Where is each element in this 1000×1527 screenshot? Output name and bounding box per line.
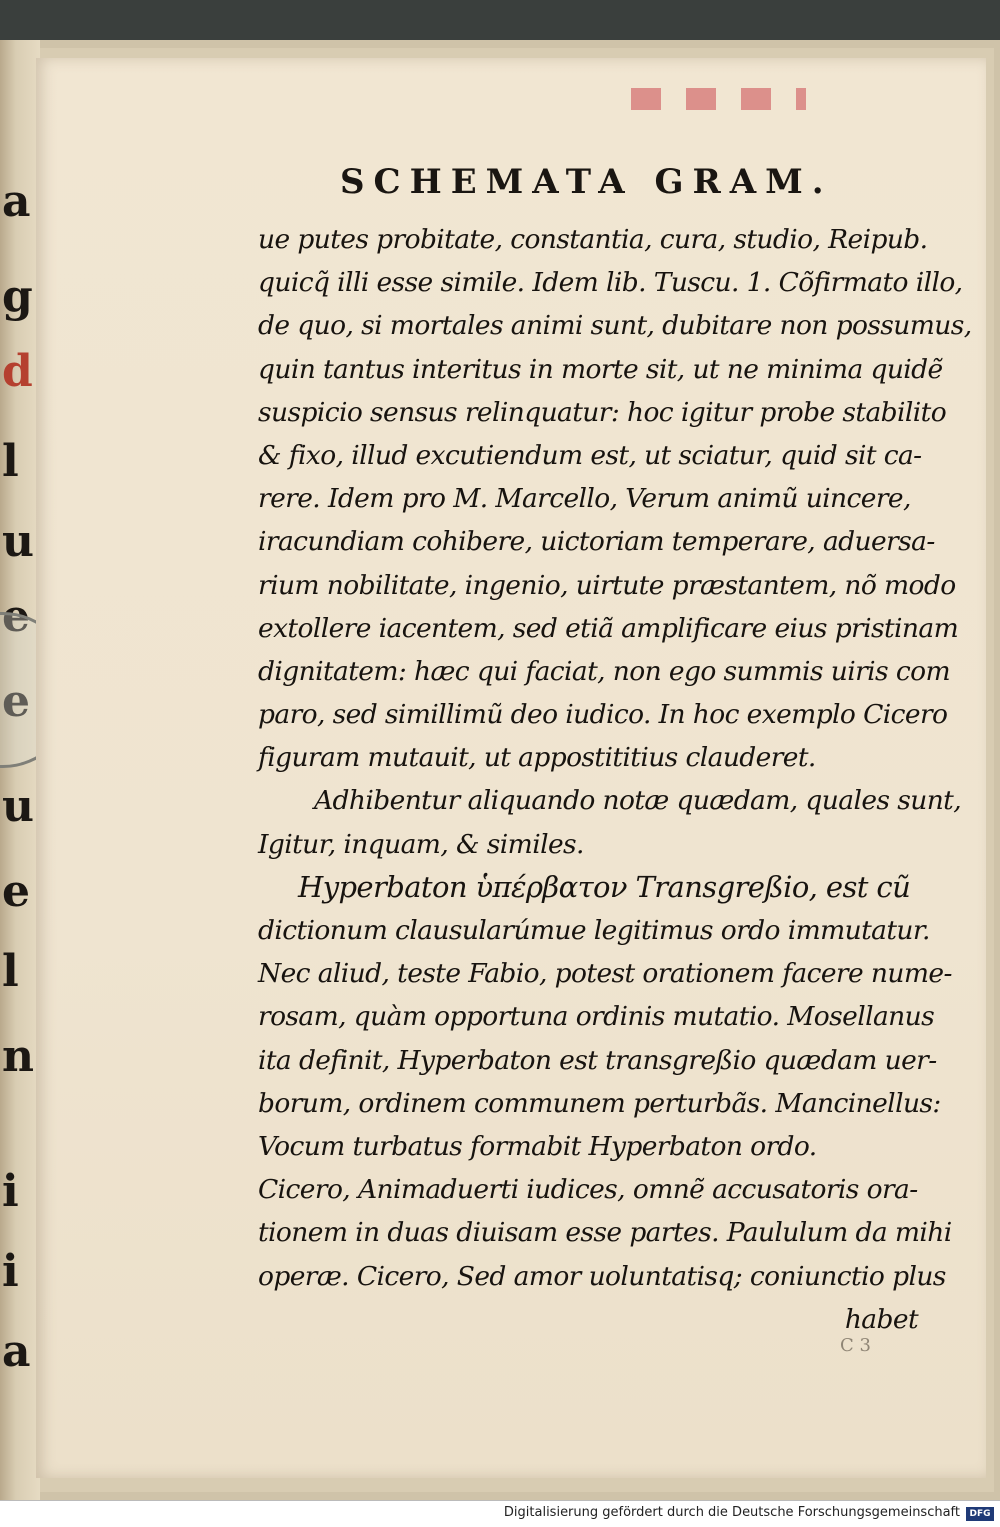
letter-fragment: e xyxy=(2,676,30,727)
text-line: borum, ordinem communem perturbãs. Mancinellus: xyxy=(258,1087,941,1119)
text-line: paro, sed simillimũ deo iudico. In hoc exemplo Cicero xyxy=(258,699,948,731)
letter-fragment: a xyxy=(2,176,31,227)
text-line: rium nobilitate, ingenio, uirtute præstantem, nõ modo xyxy=(258,569,956,601)
text-line: de quo, si mortales animi sunt, dubitare non possumus, xyxy=(258,310,972,342)
previous-page-edge xyxy=(0,40,40,1500)
letter-fragment: e xyxy=(2,591,30,642)
section-heading-line: Hyperbaton ὑπέρβατον Transgreßio, est cũ xyxy=(298,869,911,904)
red-stamp-mark xyxy=(631,88,806,110)
text-line: dictionum clausularúmue legitimus ordo immutatur. xyxy=(258,915,930,946)
dfg-logo: DFG xyxy=(966,1507,994,1521)
text-line: dignitatem: hæc qui faciat, non ego summis uiris com xyxy=(258,655,950,687)
funding-credit: Digitalisierung gefördert durch die Deutsche Forschungsgemeinschaft xyxy=(503,1505,960,1520)
rubric-fragment: d xyxy=(2,346,33,397)
text-line: rere. Idem pro M. Marcello, Verum animũ uincere, xyxy=(258,483,911,515)
text-line: Adhibentur aliquando notæ quædam, quales sunt, xyxy=(314,785,962,817)
text-line: iracundiam cohibere, uictoriam temperare, aduersa- xyxy=(258,526,935,558)
letter-fragment: l xyxy=(2,946,19,997)
letter-fragment: l xyxy=(2,436,19,487)
signature-mark: C 3 xyxy=(840,1335,871,1356)
footer-bar xyxy=(0,1500,1000,1527)
page-body xyxy=(258,218,972,1341)
letter-fragment: g xyxy=(2,271,33,322)
running-title: SCHEMATA GRAM. xyxy=(340,162,833,202)
text-line: operæ. Cicero, Sed amor uoluntatisq; coniunctio plus xyxy=(258,1260,946,1292)
letter-fragment: u xyxy=(2,516,34,567)
catchword: habet xyxy=(844,1303,918,1335)
letter-fragment: n xyxy=(2,1031,34,1082)
letter-fragment: i xyxy=(2,1246,19,1297)
text-line: ita definit, Hyperbaton est transgreßio quædam uer- xyxy=(258,1044,937,1076)
text-line: Cicero, Animaduerti iudices, omnẽ accusatoris ora- xyxy=(258,1174,918,1206)
letter-fragment: e xyxy=(2,866,30,917)
text-line: quicq̃ illi esse simile. Idem lib. Tuscu. 1. Cõfirmato illo, xyxy=(258,267,963,299)
letter-fragment: i xyxy=(2,1166,19,1217)
text-line: Vocum turbatus formabit Hyperbaton ordo. xyxy=(258,1130,817,1162)
text-line: suspicio sensus relinquatur: hoc igitur probe stabilito xyxy=(258,396,947,428)
text-line: extollere iacentem, sed etiã amplificare eius pristinam xyxy=(258,612,959,644)
text-line: Nec aliud, teste Fabio, potest orationem facere nume- xyxy=(258,958,952,990)
text-line: figuram mutauit, ut appostititius clauderet. xyxy=(258,742,816,774)
text-line: quin tantus interitus in morte sit, ut ne minima quidẽ xyxy=(258,353,943,385)
text-line: Igitur, inquam, & similes. xyxy=(258,828,584,860)
text-line: & fixo, illud excutiendum est, ut sciatur, quid sit ca- xyxy=(258,439,922,471)
text-line: tionem in duas diuisam esse partes. Paululum da mihi xyxy=(258,1217,952,1249)
letter-fragment: a xyxy=(2,1326,31,1377)
letter-fragment: u xyxy=(2,781,34,832)
text-line: ue putes probitate, constantia, cura, studio, Reipub. xyxy=(258,224,928,255)
text-line: rosam, quàm opportuna ordinis mutatio. Mosellanus xyxy=(258,1001,935,1033)
